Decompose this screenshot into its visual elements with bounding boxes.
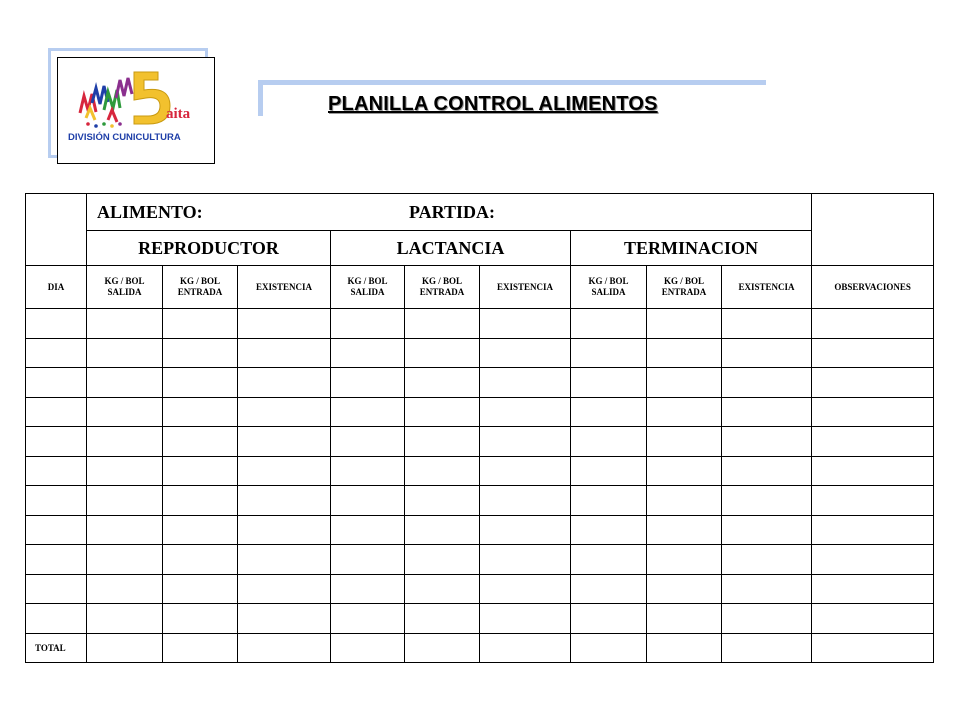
logo-graphic: [58, 58, 214, 163]
table-cell[interactable]: [647, 397, 722, 427]
table-cell[interactable]: [480, 574, 571, 604]
table-cell[interactable]: [571, 338, 647, 368]
table-cell[interactable]: [331, 427, 405, 457]
table-cell[interactable]: [405, 486, 480, 516]
col-lactancia-existencia: EXISTENCIA: [480, 266, 571, 309]
table-row: [26, 515, 934, 545]
table-cell[interactable]: [331, 633, 405, 663]
table-cell[interactable]: [26, 545, 87, 575]
table-cell[interactable]: [722, 456, 812, 486]
table-cell[interactable]: [722, 633, 812, 663]
table-cell[interactable]: [722, 309, 812, 339]
table-cell[interactable]: [405, 427, 480, 457]
table-cell[interactable]: [163, 338, 238, 368]
table-cell[interactable]: [571, 633, 647, 663]
header-row-alimento: [26, 194, 934, 231]
table-cell[interactable]: [405, 368, 480, 398]
table-cell[interactable]: [238, 604, 331, 634]
total-row: [26, 633, 934, 663]
table-cell[interactable]: [87, 604, 163, 634]
table-cell[interactable]: [480, 309, 571, 339]
table-cell[interactable]: [647, 338, 722, 368]
table-cell[interactable]: [163, 456, 238, 486]
group-reproductor: REPRODUCTOR: [87, 231, 331, 266]
table-cell[interactable]: [647, 309, 722, 339]
table-cell[interactable]: [87, 427, 163, 457]
table-body: [26, 309, 934, 634]
col-reproductor-entrada: KG / BOL ENTRADA: [163, 266, 238, 309]
table-cell[interactable]: [647, 427, 722, 457]
table-cell[interactable]: [480, 338, 571, 368]
table-cell[interactable]: [405, 338, 480, 368]
logo: [57, 57, 215, 164]
table-cell[interactable]: [331, 309, 405, 339]
logo-aita-text: aita: [166, 106, 191, 122]
table-row: [26, 397, 934, 427]
table-cell[interactable]: [238, 397, 331, 427]
table-cell[interactable]: [26, 338, 87, 368]
table-cell[interactable]: [722, 515, 812, 545]
table-cell[interactable]: [26, 309, 87, 339]
table-cell[interactable]: [722, 486, 812, 516]
col-dia: DIA: [26, 266, 87, 309]
table-cell[interactable]: [480, 604, 571, 634]
table-cell[interactable]: [647, 368, 722, 398]
table-cell[interactable]: [238, 486, 331, 516]
group-terminacion: TERMINACION: [571, 231, 812, 266]
alimento-label: ALIMENTO:: [97, 201, 203, 222]
table-row: [26, 604, 934, 634]
table-cell[interactable]: [480, 427, 571, 457]
table-cell[interactable]: [238, 456, 331, 486]
table-cell[interactable]: [812, 545, 934, 575]
table-cell[interactable]: [26, 456, 87, 486]
table-row: [26, 545, 934, 575]
table-cell[interactable]: [238, 515, 331, 545]
table-cell[interactable]: [571, 515, 647, 545]
table-cell[interactable]: [26, 574, 87, 604]
col-terminacion-existencia: EXISTENCIA: [722, 266, 812, 309]
table-cell[interactable]: [405, 515, 480, 545]
header-blank-left: [26, 194, 87, 266]
table-cell[interactable]: [163, 427, 238, 457]
table-cell[interactable]: [405, 309, 480, 339]
table-cell[interactable]: [331, 397, 405, 427]
col-terminacion-entrada: KG / BOL ENTRADA: [647, 266, 722, 309]
table-cell[interactable]: [812, 456, 934, 486]
table-cell[interactable]: [331, 338, 405, 368]
col-lactancia-entrada: KG / BOL ENTRADA: [405, 266, 480, 309]
header-blank-right: [812, 194, 934, 266]
table-cell[interactable]: [812, 338, 934, 368]
table-cell[interactable]: [238, 574, 331, 604]
table-cell[interactable]: [571, 456, 647, 486]
total-label: TOTAL: [26, 633, 87, 663]
table-cell[interactable]: [571, 574, 647, 604]
table-cell[interactable]: [722, 338, 812, 368]
table-row: [26, 309, 934, 339]
table-cell[interactable]: [26, 515, 87, 545]
col-lactancia-salida: KG / BOL SALIDA: [331, 266, 405, 309]
table-cell[interactable]: [26, 427, 87, 457]
table-cell[interactable]: [331, 456, 405, 486]
table-cell[interactable]: [571, 545, 647, 575]
header-row-columns: [26, 266, 934, 309]
table-cell[interactable]: [238, 427, 331, 457]
table-cell[interactable]: [405, 604, 480, 634]
table-row: [26, 456, 934, 486]
table-cell[interactable]: [812, 486, 934, 516]
partida-label: PARTIDA:: [409, 201, 496, 222]
table-cell[interactable]: [331, 574, 405, 604]
table-cell[interactable]: [647, 545, 722, 575]
table-cell[interactable]: [647, 633, 722, 663]
table-cell[interactable]: [163, 515, 238, 545]
table-cell[interactable]: [87, 368, 163, 398]
food-control-table: [25, 193, 934, 663]
table-cell[interactable]: [163, 633, 238, 663]
table-cell[interactable]: [647, 456, 722, 486]
col-observaciones: OBSERVACIONES: [812, 266, 934, 309]
col-terminacion-salida: KG / BOL SALIDA: [571, 266, 647, 309]
logo-division-text: DIVISIÓN CUNICULTURA: [68, 132, 181, 143]
table-cell[interactable]: [571, 427, 647, 457]
table-cell[interactable]: [571, 486, 647, 516]
table-cell[interactable]: [722, 574, 812, 604]
table-cell[interactable]: [812, 368, 934, 398]
table-cell[interactable]: [405, 545, 480, 575]
table-cell[interactable]: [722, 368, 812, 398]
table-cell[interactable]: [812, 397, 934, 427]
table-cell[interactable]: [812, 604, 934, 634]
table-cell[interactable]: [163, 368, 238, 398]
table-cell[interactable]: [87, 574, 163, 604]
table-cell[interactable]: [238, 633, 331, 663]
table-cell[interactable]: [722, 427, 812, 457]
group-lactancia: LACTANCIA: [331, 231, 571, 266]
table-cell[interactable]: [87, 486, 163, 516]
table-cell[interactable]: [87, 633, 163, 663]
table-cell[interactable]: [812, 574, 934, 604]
table-cell[interactable]: [405, 633, 480, 663]
header-row-groups: [26, 231, 934, 266]
table-cell[interactable]: [480, 515, 571, 545]
table-cell[interactable]: [480, 486, 571, 516]
table-cell[interactable]: [87, 456, 163, 486]
table-row: [26, 574, 934, 604]
table-cell[interactable]: [647, 574, 722, 604]
table-cell[interactable]: [26, 604, 87, 634]
table-cell[interactable]: [647, 515, 722, 545]
col-reproductor-salida: KG / BOL SALIDA: [87, 266, 163, 309]
table-cell[interactable]: [331, 545, 405, 575]
table-cell[interactable]: [812, 515, 934, 545]
table-cell[interactable]: [647, 486, 722, 516]
table-cell[interactable]: [238, 309, 331, 339]
table-cell[interactable]: [812, 633, 934, 663]
table-cell[interactable]: [812, 427, 934, 457]
table-cell[interactable]: [87, 338, 163, 368]
table-cell[interactable]: [331, 486, 405, 516]
table-cell[interactable]: [722, 545, 812, 575]
table-cell[interactable]: [238, 368, 331, 398]
table-cell[interactable]: [480, 368, 571, 398]
table-row: [26, 368, 934, 398]
table-cell[interactable]: [480, 397, 571, 427]
table-cell[interactable]: [571, 397, 647, 427]
table-cell[interactable]: [163, 574, 238, 604]
col-reproductor-existencia: EXISTENCIA: [238, 266, 331, 309]
table-cell[interactable]: [812, 309, 934, 339]
table-cell[interactable]: [480, 456, 571, 486]
table-cell[interactable]: [571, 604, 647, 634]
table-cell[interactable]: [163, 486, 238, 516]
table-cell[interactable]: [405, 456, 480, 486]
table-cell[interactable]: [331, 604, 405, 634]
table-cell[interactable]: [480, 633, 571, 663]
table-cell[interactable]: [571, 368, 647, 398]
alimento-partida-cell: [87, 194, 812, 231]
table-cell[interactable]: [26, 397, 87, 427]
table-cell[interactable]: [571, 309, 647, 339]
table-row: [26, 486, 934, 516]
table-cell[interactable]: [405, 574, 480, 604]
table-cell[interactable]: [163, 604, 238, 634]
table-cell[interactable]: [480, 545, 571, 575]
table-cell[interactable]: [163, 545, 238, 575]
table-cell[interactable]: [26, 368, 87, 398]
table-cell[interactable]: [238, 338, 331, 368]
table-cell[interactable]: [163, 397, 238, 427]
table-row: [26, 427, 934, 457]
table-cell[interactable]: [87, 397, 163, 427]
table-cell[interactable]: [87, 309, 163, 339]
table-cell[interactable]: [331, 515, 405, 545]
table-cell[interactable]: [87, 515, 163, 545]
table-cell[interactable]: [722, 397, 812, 427]
table-cell[interactable]: [331, 368, 405, 398]
table-cell[interactable]: [26, 486, 87, 516]
table-cell[interactable]: [405, 397, 480, 427]
table-cell[interactable]: [647, 604, 722, 634]
table-cell[interactable]: [722, 604, 812, 634]
page-title: PLANILLA CONTROL ALIMENTOS: [328, 93, 658, 115]
table-cell[interactable]: [87, 545, 163, 575]
table-row: [26, 338, 934, 368]
table-cell[interactable]: [163, 309, 238, 339]
table-cell[interactable]: [238, 545, 331, 575]
